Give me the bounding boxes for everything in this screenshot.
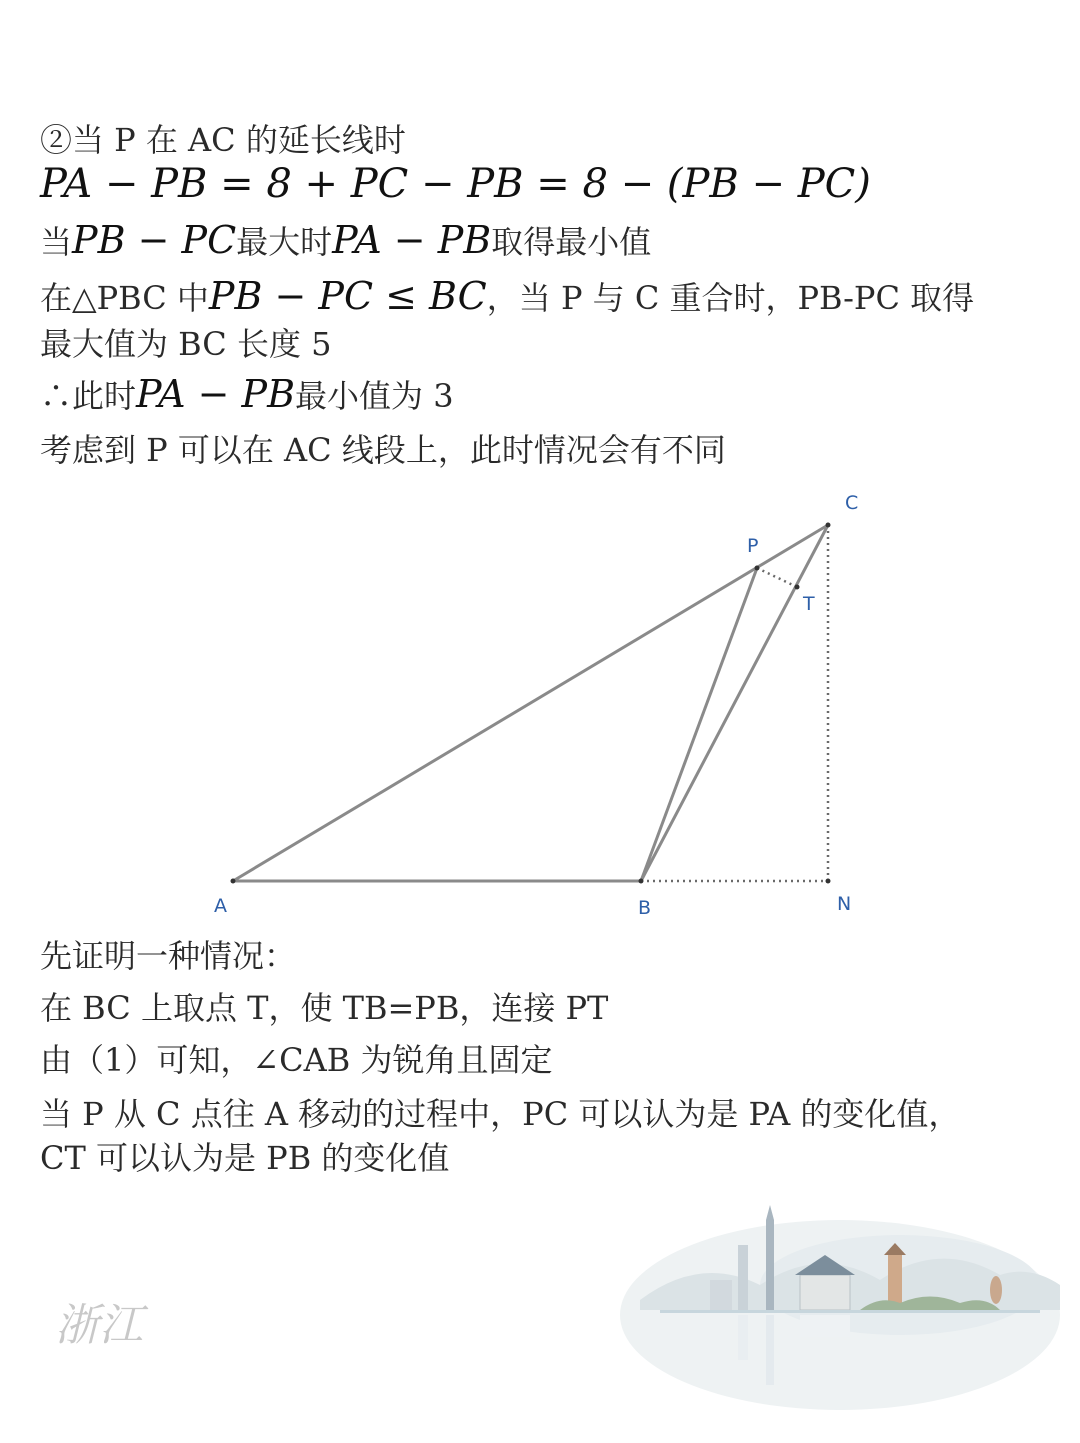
label-b: B	[638, 897, 652, 919]
tower-spire	[766, 1205, 774, 1220]
line-11-text: 当 P 从 C 点往 A 移动的过程中，PC 可以认为是 PA 的变化值，	[40, 1095, 961, 1133]
line-7-text: 考虑到 P 可以在 AC 线段上，此时情况会有不同	[40, 431, 726, 469]
line-3-text-c: 取得最小值	[491, 223, 652, 261]
label-p: P	[747, 535, 759, 557]
line-8-text: 先证明一种情况：	[40, 937, 297, 975]
line-6-math: PA − PB	[136, 372, 296, 416]
point-c	[826, 523, 831, 528]
text-line-1	[40, 120, 406, 160]
segment-bc	[641, 525, 828, 881]
building	[710, 1280, 732, 1310]
text-line-6	[40, 374, 454, 416]
line-1-text: ②当 P 在 AC 的延长线时	[40, 121, 406, 159]
text-line-3	[40, 220, 651, 262]
line-3-text-b: 最大时	[236, 223, 333, 261]
line-3-math-2: PA − PB	[332, 218, 492, 262]
segment-pt-dotted	[757, 568, 797, 587]
line-6-text-a: ∴此时	[40, 377, 137, 415]
line-5-text: 最大值为 BC 长度 5	[40, 325, 332, 363]
line-4-text-b: ，当 P 与 C 重合时，PB-PC 取得	[486, 279, 975, 317]
point-b	[639, 879, 644, 884]
label-a: A	[214, 895, 227, 917]
tall-tower	[766, 1220, 774, 1310]
point-p	[755, 566, 760, 571]
decorative-footer	[0, 1185, 1080, 1443]
text-line-8	[40, 936, 296, 976]
line-12-text: CT 可以认为是 PB 的变化值	[40, 1139, 450, 1177]
text-line-2	[40, 161, 871, 207]
point-a	[231, 879, 236, 884]
reflection-hall	[800, 1315, 850, 1337]
line-9-text: 在 BC 上取点 T，使 TB=PB，连接 PT	[40, 989, 609, 1027]
text-line-5	[40, 324, 331, 364]
text-line-9	[40, 988, 608, 1028]
text-line-10	[40, 1040, 552, 1080]
line-10-text: 由（1）可知，∠CAB 为锐角且固定	[40, 1041, 553, 1079]
text-line-12	[40, 1138, 449, 1178]
line-4-math: PB − PC ≤ BC	[208, 274, 487, 318]
tower-building	[738, 1245, 748, 1310]
segment-ac	[233, 525, 828, 881]
reflection	[738, 1315, 748, 1360]
line-3-math-1: PB − PC	[72, 218, 237, 262]
reflection-tower	[766, 1315, 774, 1385]
segment-pb	[641, 568, 757, 881]
line-4-text-a: 在△PBC 中	[40, 279, 209, 317]
point-t	[795, 585, 800, 590]
line-6-text-b: 最小值为 3	[295, 377, 454, 415]
triangle-diagram	[0, 480, 1080, 930]
label-c: C	[845, 492, 859, 514]
text-line-7	[40, 430, 726, 470]
label-t: T	[803, 593, 815, 615]
equation-main: PA − PB = 8 + PC − PB = 8 − (PB − PC)	[40, 161, 871, 207]
point-n	[826, 879, 831, 884]
waterline	[660, 1310, 1040, 1313]
label-n: N	[837, 893, 852, 915]
text-line-11	[40, 1094, 960, 1134]
watermark-calligraphy: 浙江	[55, 1300, 143, 1351]
memorial-hall	[800, 1275, 850, 1310]
rock-statue	[990, 1276, 1002, 1304]
text-line-4	[40, 276, 974, 318]
line-3-text-a: 当	[40, 223, 73, 261]
